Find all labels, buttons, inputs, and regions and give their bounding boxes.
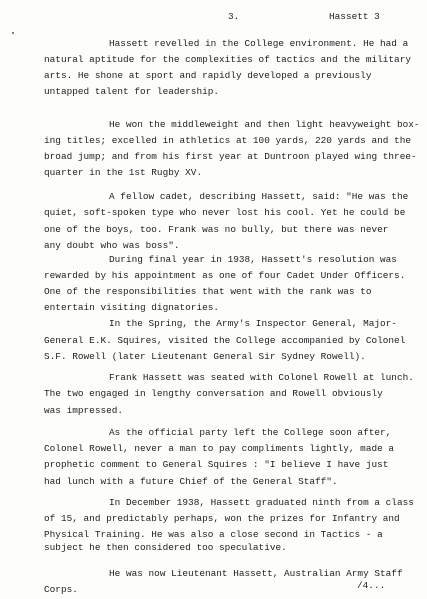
body-line: Corps.: [44, 584, 78, 595]
body-line: Colonel Rowell, never a man to pay compliments lightly, made a: [44, 442, 395, 454]
body-line: Physical Training. He was also a close second in Tactics - a: [44, 529, 383, 541]
body-line: A fellow cadet, describing Hassett, said: "He was the: [109, 190, 409, 202]
body-line: S.F. Rowell (later Lieutenant General Sir Sydney Rowell).: [44, 351, 366, 362]
body-line: He was now Lieutenant Hassett, Australian Army Staff: [109, 567, 403, 579]
body-line: In the Spring, the Army's Inspector General, Major-: [109, 318, 397, 330]
body-line: rewarded by his appointment as one of four Cadet Under Officers.: [44, 270, 406, 282]
body-line: quarter in the 1st Rugby XV.: [44, 167, 203, 179]
body-line: quiet, soft-spoken type who never lost his cool. Yet he could be: [44, 207, 406, 219]
body-line: Hassett revelled in the College environment. He had a: [109, 38, 409, 49]
continuation-marker: /4...: [357, 580, 386, 591]
body-line: natural aptitude for the complexities of tactics and the military: [44, 54, 411, 66]
running-head: Hassett 3: [329, 11, 380, 22]
body-line: broad jump; and from his first year at Duntroon played wing three-: [44, 150, 417, 162]
page-number: 3.: [228, 11, 240, 22]
body-line: He won the middleweight and then light heavyweight box-: [109, 119, 420, 130]
body-line: untapped talent for leadership.: [44, 86, 220, 98]
body-line: of 15, and predictably perhaps, won the prizes for Infantry and: [44, 513, 400, 524]
body-line: was impressed.: [44, 404, 124, 416]
body-line: ing titles; excelled in athletics at 100 yards, 220 yards and the: [44, 134, 411, 146]
paper-speck: [12, 32, 14, 34]
body-line: One of the responsibilities that went with the rank was to: [44, 286, 372, 298]
body-line: entertain visiting dignatories.: [44, 301, 220, 313]
body-line: prophetic comment to General Squires : "I believe I have just: [44, 459, 389, 471]
body-line: Frank Hassett was seated with Colonel Rowell at lunch.: [109, 372, 414, 383]
body-line: subject he then considered too speculative.: [44, 542, 287, 554]
body-line: General E.K. Squires, visited the College accompanied by Colonel: [44, 334, 406, 346]
body-line: one of the boys, too. Frank was no bully, but there was never: [44, 223, 389, 235]
body-line: The two engaged in lengthy conversation and Rowell obviously: [44, 388, 383, 400]
body-line: arts. He shone at sport and rapidly developed a previously: [44, 69, 372, 81]
body-line: had lunch with a future Chief of the General Staff".: [44, 475, 338, 487]
body-line: In December 1938, Hassett graduated ninth from a class: [109, 496, 414, 508]
body-line: During final year in 1938, Hassett's resolution was: [109, 253, 397, 265]
body-line: As the official party left the College soon after,: [109, 426, 392, 438]
body-line: any doubt who was boss".: [44, 240, 180, 251]
